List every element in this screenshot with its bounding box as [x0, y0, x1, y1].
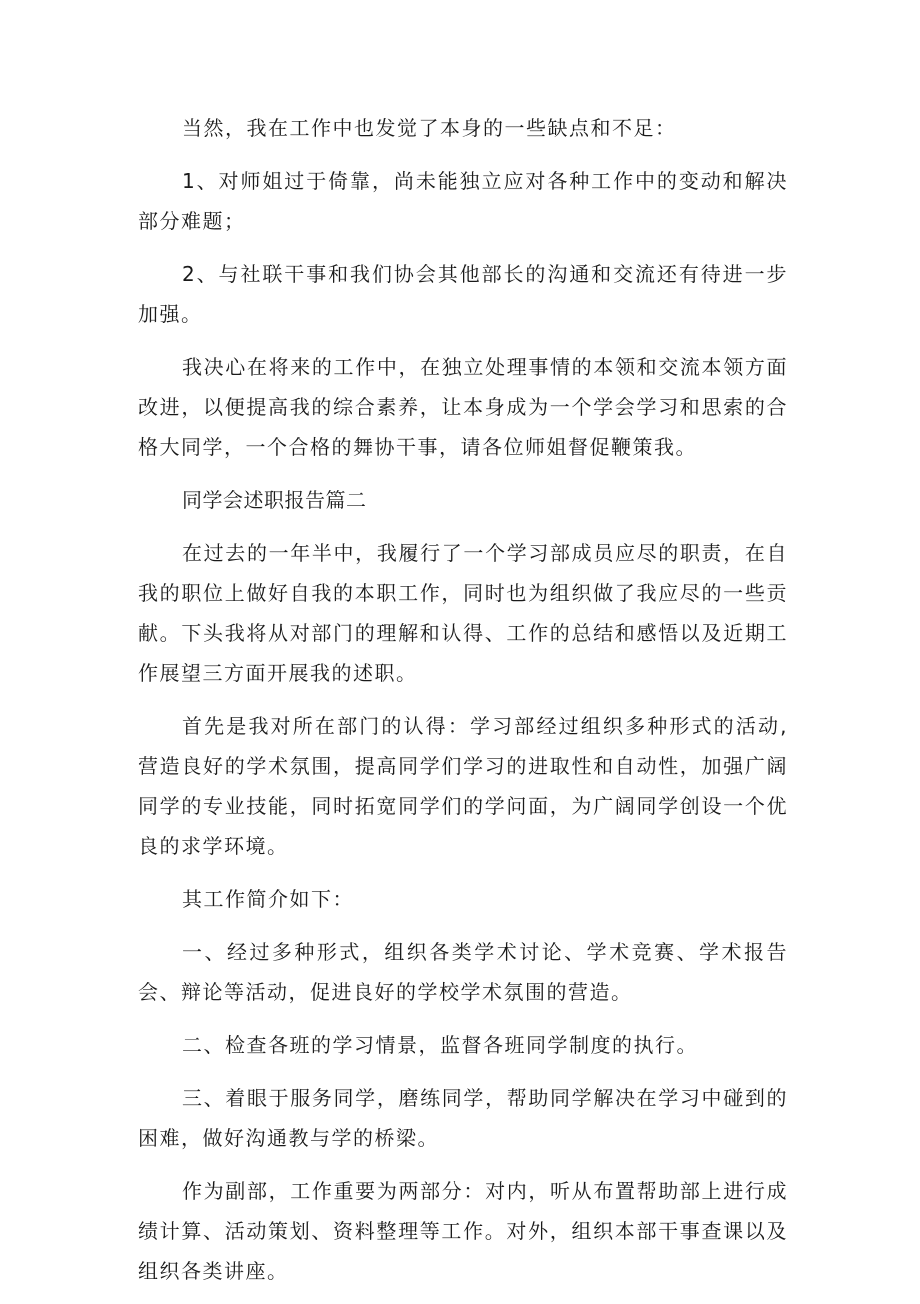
paragraph-role-description: 作为副部，工作重要为两部分：对内，听从布置帮助部上进行成绩计算、活动策划、资料整理等工作。对外，组织本部干事查课以及组织各类讲座。 — [138, 1179, 788, 1283]
paragraph-work-intro: 其工作简介如下： — [182, 887, 354, 911]
paragraph-department-understanding: 首先是我对所在部门的认得：学习部经过组织多种形式的活动,营造良好的学术氛围，提高同学们学习的进取性和自动性，加强广阔同学的专业技能，同时拓宽同学们的学问面，为广阔同学创设一个优良的求学环境。 — [138, 714, 788, 858]
document-body — [138, 108, 788, 1304]
paragraph-shortcomings-intro: 当然，我在工作中也发觉了本身的一些缺点和不足： — [182, 116, 677, 140]
paragraph-work-item-1: 一、经过多种形式，组织各类学术讨论、学术竞赛、学术报告会、辩论等活动，促进良好的学校学术氛围的营造。 — [138, 940, 788, 1004]
paragraph-resolution: 我决心在将来的工作中，在独立处理事情的本领和交流本领方面改进，以便提高我的综合素养，让本身成为一个学会学习和思索的合格大同学，一个合格的舞协干事，请各位师姐督促鞭策我。 — [138, 355, 788, 459]
paragraph-shortcoming-2: 2、与社联干事和我们协会其他部长的沟通和交流还有待进一步加强。 — [138, 262, 788, 326]
paragraph-work-item-3: 三、着眼于服务同学，磨练同学，帮助同学解决在学习中碰到的困难，做好沟通教与学的桥梁。 — [138, 1086, 788, 1150]
paragraph-work-item-2: 二、检查各班的学习情景，监督各班同学制度的执行。 — [182, 1033, 698, 1057]
section-heading: 同学会述职报告篇二 — [182, 488, 367, 512]
paragraph-shortcoming-1: 1、对师姐过于倚靠，尚未能独立应对各种工作中的变动和解决部分难题； — [138, 169, 788, 233]
paragraph-overview: 在过去的一年半中，我履行了一个学习部成员应尽的职责，在自我的职位上做好自我的本职工作，同时也为组织做了我应尽的一些贡献。下头我将从对部门的理解和认得、工作的总结和感悟以及近期工作展望三方面开展我的述职。 — [138, 541, 788, 685]
